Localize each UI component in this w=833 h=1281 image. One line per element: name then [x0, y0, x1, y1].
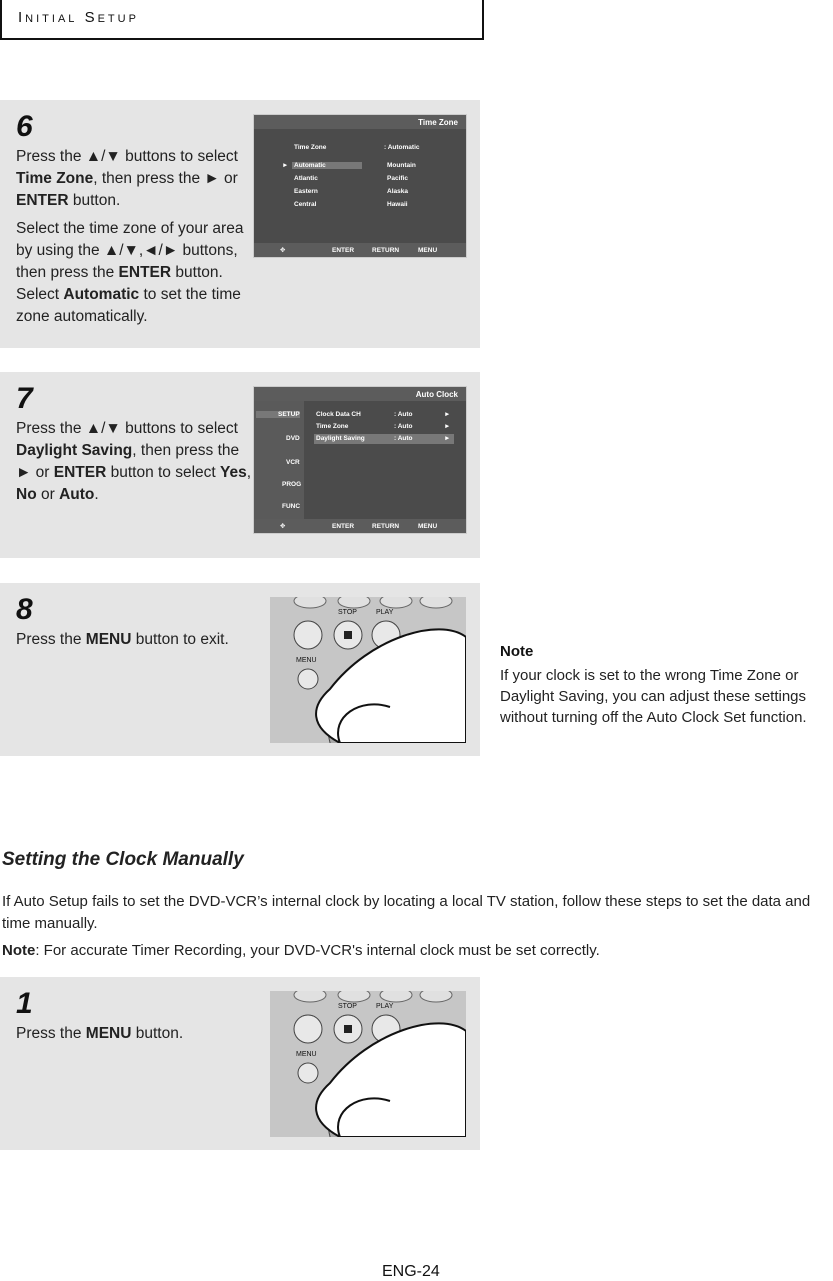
tz-option: Pacific: [387, 175, 408, 182]
remote-play-label: PLAY: [376, 609, 394, 616]
step-1-number: 1: [16, 987, 33, 1020]
screen-title-bar: [254, 115, 466, 129]
step-6-bold-e: Automatic: [63, 286, 140, 303]
ac-row-label: Clock Data CH: [316, 411, 361, 418]
ac-row-arrow-icon: ►: [444, 435, 451, 442]
step-7-text-e: or: [36, 486, 60, 503]
time-zone-screen: [253, 114, 467, 258]
ac-row-label: Daylight Saving: [316, 435, 365, 442]
footer-menu: MENU: [418, 247, 438, 254]
step-7-bold-d: No: [16, 486, 37, 503]
step-8-bold-a: MENU: [85, 631, 132, 648]
tz-label: Time Zone: [294, 144, 327, 151]
section-note-text: : For accurate Timer Recording, your DVD-VCR's internal clock must be set correctly.: [35, 942, 600, 959]
sidebar-item-func: FUNC: [282, 503, 301, 510]
header-title: Initial Setup: [18, 9, 139, 26]
tz-option: Eastern: [294, 188, 318, 195]
screen-title: Auto Clock: [415, 390, 458, 399]
tz-option: Hawaii: [387, 201, 408, 208]
footer-return: RETURN: [372, 523, 400, 530]
step-6-text-a: Press the ▲/▼ buttons to select: [16, 148, 238, 165]
remote-stop-label: STOP: [338, 609, 357, 616]
remote-menu-label: MENU: [296, 657, 317, 664]
remote-illustration: [270, 991, 466, 1137]
sidebar-item-dvd: DVD: [286, 435, 300, 442]
footer-return: RETURN: [372, 247, 400, 254]
footer-enter: ENTER: [332, 523, 355, 530]
remote-play-label: PLAY: [376, 1003, 394, 1010]
step-7-text: [16, 418, 256, 506]
note-text: If your clock is set to the wrong Time Zone or Daylight Saving, you can adjust these settings without turning off the Auto Clock Set function.: [500, 667, 807, 726]
remote-menu-label: MENU: [296, 1051, 317, 1058]
step-7-bold-c: Yes: [220, 464, 247, 481]
sidebar-item-prog: PROG: [282, 481, 302, 488]
auto-clock-screen: [253, 386, 467, 534]
step-1-bold-a: MENU: [85, 1025, 132, 1042]
ac-row-label: Time Zone: [316, 423, 349, 430]
step-7-bold-b: ENTER: [53, 464, 107, 481]
section-intro: If Auto Setup fails to set the DVD-VCR’s internal clock by locating a local TV station, follow these steps to set the data and time manually.: [2, 893, 811, 932]
sidebar-item-vcr: VCR: [286, 459, 300, 466]
ac-row-arrow-icon: ►: [444, 411, 451, 418]
step-7-text-c: button to select: [106, 464, 221, 481]
dpad-icon: ✥: [280, 247, 286, 254]
step-8-text-b: button to exit.: [131, 631, 229, 648]
step-6-panel: [0, 100, 480, 348]
section-note: [2, 942, 830, 959]
step-6-text: [16, 146, 256, 328]
dpad-icon: ✥: [280, 523, 286, 530]
step-6-bold-a: Time Zone: [16, 170, 94, 187]
step-6-text-f: to set the time zone automatically.: [16, 286, 241, 325]
step-6-bold-b: ENTER: [16, 192, 69, 209]
step-8-panel: [0, 583, 480, 756]
step-8-number: 8: [16, 593, 33, 626]
remote-hand-icon: [270, 597, 466, 743]
tz-option: Automatic: [292, 162, 362, 169]
tz-value: : Automatic: [384, 144, 420, 151]
step-7-text-f: .: [94, 486, 99, 503]
tz-cursor-icon: ►: [282, 162, 289, 169]
step-1-text-b: button.: [131, 1025, 184, 1042]
screen-footer-bar: [254, 519, 466, 533]
step-7-text-a: Press the ▲/▼ buttons to select: [16, 420, 238, 437]
remote-illustration: [270, 597, 466, 743]
section-title: Setting the Clock Manually: [2, 849, 244, 870]
ac-row-value: : Auto: [394, 423, 413, 430]
setup-sidebar: [254, 401, 304, 521]
step-7-number: 7: [16, 382, 33, 415]
page-number: ENG-24: [382, 1263, 440, 1280]
section-note-label: Note: [2, 942, 36, 959]
step-6-number: 6: [16, 110, 33, 143]
screen-title-bar: [254, 387, 466, 401]
tz-option: Alaska: [387, 188, 408, 195]
step-8-text-a: Press the: [16, 631, 86, 648]
header-box: [0, 0, 484, 40]
step-6-text-d: Select the time zone of your area by using the ▲/▼,◄/► buttons, then press the: [16, 220, 244, 281]
tz-option: Central: [294, 201, 317, 208]
screen-title: Time Zone: [418, 118, 458, 127]
ac-row-value: : Auto: [394, 435, 413, 442]
tz-option: Atlantic: [294, 175, 318, 182]
step-6-text-c: button.: [68, 192, 121, 209]
footer-menu: MENU: [418, 523, 438, 530]
note-title: Note: [500, 643, 534, 660]
step-8-text: [16, 629, 256, 651]
sidebar-item-setup: SETUP: [256, 411, 300, 418]
step-1-text-a: Press the: [16, 1025, 86, 1042]
step-1-text: [16, 1023, 256, 1045]
step-7-text-d: ,: [246, 464, 252, 481]
tz-option: Mountain: [387, 162, 416, 169]
step-6-text-b: , then press the ► or: [93, 170, 238, 187]
step-1-panel: [0, 977, 480, 1150]
step-6-text-e: button. Select: [16, 264, 223, 303]
step-7-panel: [0, 372, 480, 558]
ac-row-value: : Auto: [394, 411, 413, 418]
step-7-bold-a: Daylight Saving: [16, 442, 133, 459]
step-7-bold-e: Auto: [59, 486, 95, 503]
remote-hand-icon: [270, 991, 466, 1137]
step-7-text-b: , then press the ► or: [16, 442, 240, 481]
ac-row-arrow-icon: ►: [444, 423, 451, 430]
step-6-bold-d: ENTER: [118, 264, 172, 281]
footer-enter: ENTER: [332, 247, 355, 254]
screen-footer-bar: [254, 243, 466, 257]
remote-stop-label: STOP: [338, 1003, 357, 1010]
